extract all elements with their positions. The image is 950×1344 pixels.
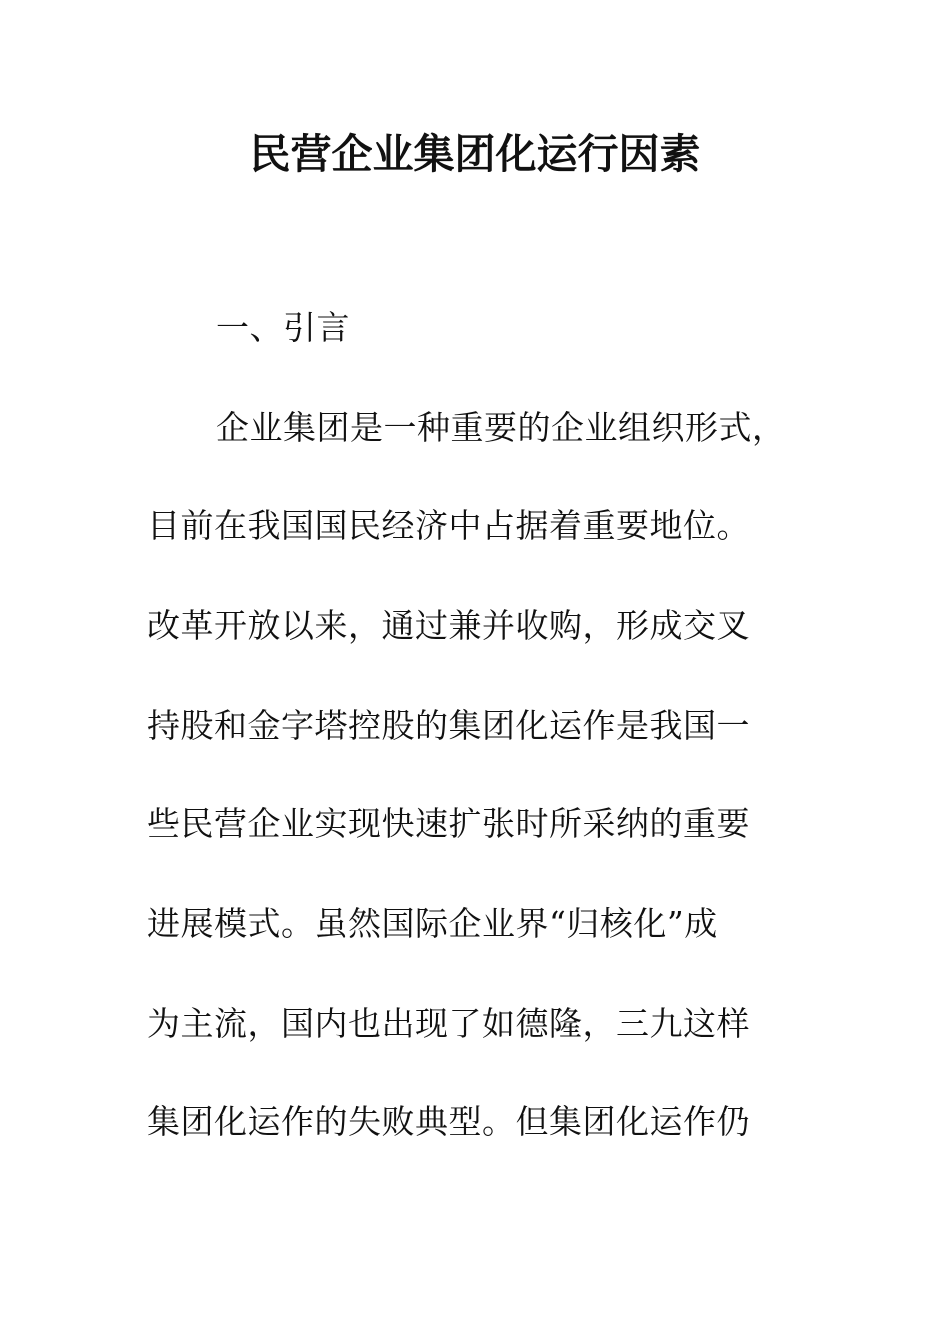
body-line: 改革开放以来，通过兼并收购，形成交叉 — [147, 606, 750, 645]
document-title: 民营企业集团化运行因素 — [249, 130, 701, 178]
body-line: 企业集团是一种重要的企业组织形式， — [216, 408, 786, 447]
body-line: 集团化运作的失败典型。但集团化运作仍 — [147, 1102, 750, 1141]
body-line: 进展模式。虽然国际企业界“归核化”成 — [147, 904, 718, 943]
body-line: 持股和金字塔控股的集团化运作是我国一 — [147, 706, 750, 745]
section-heading: 一、引言 — [216, 308, 350, 347]
body-line: 为主流，国内也出现了如德隆，三九这样 — [147, 1004, 750, 1043]
body-line: 些民营企业实现快速扩张时所采纳的重要 — [147, 804, 750, 843]
body-line: 目前在我国国民经济中占据着重要地位。 — [147, 506, 750, 545]
